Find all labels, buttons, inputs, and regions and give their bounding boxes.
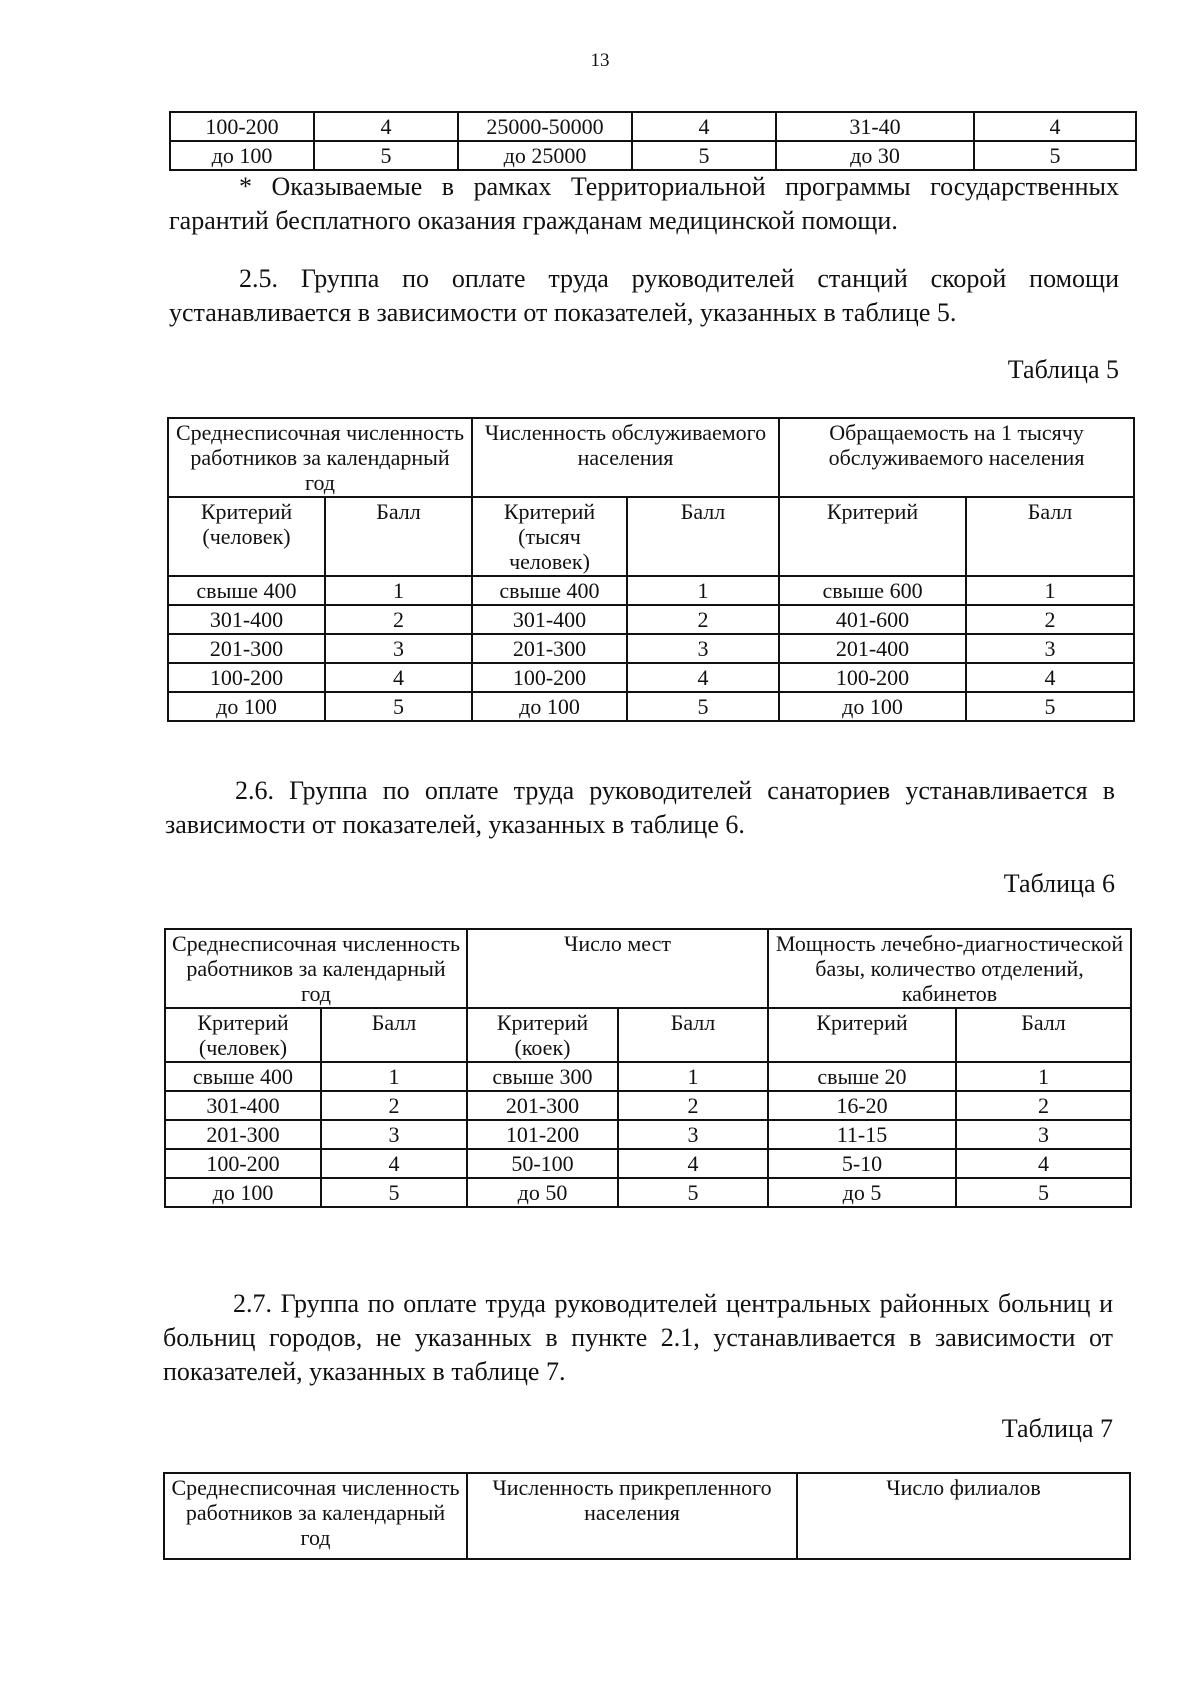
table-cell: 100-200 [779, 663, 966, 692]
footnote: * Оказываемые в рамках Территориальной программы государственных гарантий бесплатного оказания гражданам медицинской помощи. [169, 172, 1119, 235]
table-subheader-row [168, 497, 1134, 576]
table5 [167, 417, 1135, 722]
table-cell: 2 [321, 1091, 467, 1120]
table-cell: 1 [966, 576, 1134, 605]
table-row [165, 1120, 1131, 1149]
table-cell: 5 [314, 141, 458, 170]
table-cell: 5 [632, 141, 776, 170]
table-cell: до 50 [467, 1178, 618, 1207]
table-subheader: Балл [627, 497, 779, 576]
table-cell: 4 [618, 1149, 768, 1178]
table-cell: 301-400 [165, 1091, 321, 1120]
table-subheader: Балл [966, 497, 1134, 576]
table-row [165, 1091, 1131, 1120]
table-cell: 4 [627, 663, 779, 692]
table-cell: 2 [325, 605, 472, 634]
table-cell: 3 [956, 1120, 1131, 1149]
table-cell: 100-200 [168, 663, 325, 692]
table-row [170, 112, 1136, 141]
table-cell: 4 [974, 112, 1136, 141]
table-cell: свыше 20 [768, 1062, 956, 1091]
table-header-row [168, 418, 1134, 497]
table-header: Среднесписочная численность работников за календарный год [168, 418, 472, 497]
table-row [168, 605, 1134, 634]
table5-caption: Таблица 5 [1007, 355, 1119, 384]
table-cell: 201-300 [472, 634, 627, 663]
page-number: 13 [590, 50, 610, 71]
table-cell: 5-10 [768, 1149, 956, 1178]
table-cell: 101-200 [467, 1120, 618, 1149]
table-subheader: Балл [325, 497, 472, 576]
table-cell: 50-100 [467, 1149, 618, 1178]
table-cell: 11-15 [768, 1120, 956, 1149]
table-cell: до 100 [170, 141, 314, 170]
table-cell: свыше 400 [165, 1062, 321, 1091]
table-row [165, 1062, 1131, 1091]
section-2-7: 2.7. Группа по оплате труда руководителей центральных районных больниц и больниц городов, не указанных в пункте 2.1, устанавливается в зависимости от показателей, указанных в таблице 7. [163, 1289, 1113, 1386]
table-row [168, 634, 1134, 663]
table-cell: 301-400 [168, 605, 325, 634]
table-row [170, 141, 1136, 170]
section-2-5: 2.5. Группа по оплате труда руководителей станций скорой помощи устанавливается в зависимости от показателей, указанных в таблице 5. [169, 264, 1119, 327]
table-cell: 5 [956, 1178, 1131, 1207]
table-cell: 301-400 [472, 605, 627, 634]
table6 [164, 928, 1132, 1208]
table-cell: 5 [974, 141, 1136, 170]
table-subheader: Балл [618, 1008, 768, 1062]
table-header: Число филиалов [797, 1473, 1130, 1559]
table-cell: 201-300 [168, 634, 325, 663]
table-header: Численность прикрепленного населения [467, 1473, 797, 1559]
table-subheader: Критерий [779, 497, 966, 576]
table-cell: 4 [956, 1149, 1131, 1178]
table-cell: 3 [966, 634, 1134, 663]
table-cell: 4 [632, 112, 776, 141]
table-cell: 100-200 [165, 1149, 321, 1178]
table-cell: свыше 600 [779, 576, 966, 605]
top-table [169, 111, 1137, 171]
table-subheader: Критерий (коек) [467, 1008, 618, 1062]
table-subheader: Балл [956, 1008, 1131, 1062]
table-cell: 4 [966, 663, 1134, 692]
table-cell: 5 [966, 692, 1134, 721]
table-header-row [164, 1473, 1130, 1559]
table-cell: 2 [966, 605, 1134, 634]
table-header: Среднесписочная численность работников за календарный год [164, 1473, 467, 1559]
table-row [168, 663, 1134, 692]
table-cell: 1 [618, 1062, 768, 1091]
table-row [168, 576, 1134, 605]
table-cell: 1 [956, 1062, 1131, 1091]
table-cell: до 100 [472, 692, 627, 721]
table-cell: 5 [325, 692, 472, 721]
table-cell: 3 [627, 634, 779, 663]
table-header-row [165, 929, 1131, 1008]
table-row [165, 1178, 1131, 1207]
table-cell: до 5 [768, 1178, 956, 1207]
table-header: Число мест [467, 929, 768, 1008]
table7 [163, 1472, 1131, 1560]
table-subheader-row [165, 1008, 1131, 1062]
table-cell: до 100 [165, 1178, 321, 1207]
table-cell: 31-40 [776, 112, 974, 141]
table-subheader: Критерий (человек) [165, 1008, 321, 1062]
table-subheader: Балл [321, 1008, 467, 1062]
table-cell: 5 [627, 692, 779, 721]
table-cell: 2 [956, 1091, 1131, 1120]
section-2-6: 2.6. Группа по оплате труда руководителей санаториев устанавливается в зависимости от показателей, указанных в таблице 6. [165, 776, 1115, 839]
table-cell: 201-300 [165, 1120, 321, 1149]
table-cell: 5 [618, 1178, 768, 1207]
table-cell: 401-600 [779, 605, 966, 634]
table-header: Численность обслуживаемого населения [472, 418, 779, 497]
table-cell: 100-200 [472, 663, 627, 692]
table-cell: 3 [321, 1120, 467, 1149]
table-cell: свыше 400 [472, 576, 627, 605]
table-cell: 25000-50000 [458, 112, 632, 141]
table-cell: 3 [325, 634, 472, 663]
table-row [165, 1149, 1131, 1178]
table-cell: 2 [618, 1091, 768, 1120]
table-cell: 100-200 [170, 112, 314, 141]
table-cell: 2 [627, 605, 779, 634]
table-cell: 201-300 [467, 1091, 618, 1120]
table-cell: до 30 [776, 141, 974, 170]
table-header: Мощность лечебно-диагностической базы, количество отделений, кабинетов [768, 929, 1131, 1008]
table-cell: 16-20 [768, 1091, 956, 1120]
table-cell: 4 [314, 112, 458, 141]
table-cell: свыше 400 [168, 576, 325, 605]
table7-caption: Таблица 7 [1001, 1414, 1113, 1443]
table-subheader: Критерий [768, 1008, 956, 1062]
table-cell: свыше 300 [467, 1062, 618, 1091]
table6-caption: Таблица 6 [1003, 869, 1115, 898]
table-cell: 201-400 [779, 634, 966, 663]
table-cell: 3 [618, 1120, 768, 1149]
table-cell: 4 [321, 1149, 467, 1178]
table-cell: до 100 [168, 692, 325, 721]
table-cell: до 100 [779, 692, 966, 721]
table-cell: 1 [321, 1062, 467, 1091]
table-cell: до 25000 [458, 141, 632, 170]
table-subheader: Критерий (тысяч человек) [472, 497, 627, 576]
table-cell: 4 [325, 663, 472, 692]
table-subheader: Критерий (человек) [168, 497, 325, 576]
table-cell: 1 [627, 576, 779, 605]
table-header: Обращаемость на 1 тысячу обслуживаемого населения [779, 418, 1134, 497]
table-header: Среднесписочная численность работников за календарный год [165, 929, 467, 1008]
table-cell: 1 [325, 576, 472, 605]
table-row [168, 692, 1134, 721]
table-cell: 5 [321, 1178, 467, 1207]
